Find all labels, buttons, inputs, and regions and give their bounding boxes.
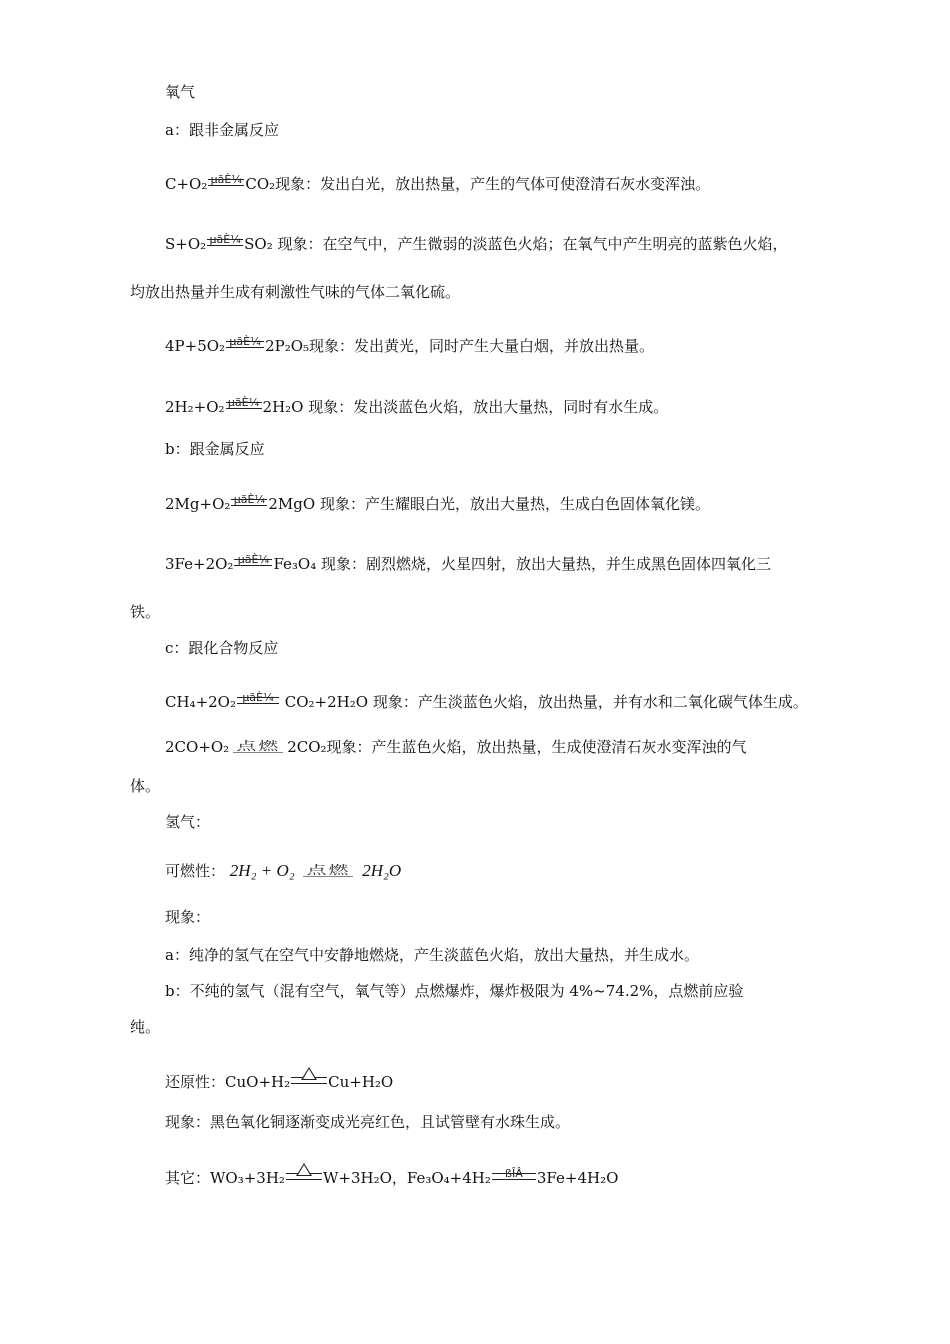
reactants: 2Mg+O₂: [165, 495, 231, 513]
reaction-h2-o2: [165, 397, 668, 417]
other-reactants-2: Fe₃O₄+4H₂: [406, 1169, 491, 1187]
condition-text: µãÈ¼: [229, 335, 261, 348]
other-label: 其它：: [165, 1169, 211, 1187]
flammability-reactants: 2H₂ + O₂: [229, 861, 295, 880]
reaction-fe-o2-continued: 铁。: [130, 603, 161, 621]
condition-text: µãÈ¼: [233, 493, 266, 506]
heat-condition-mark: [291, 1072, 327, 1092]
reaction-condition-mark: [492, 1168, 536, 1188]
reaction-co-o2: [165, 735, 747, 757]
reaction-c-o2: [165, 174, 710, 194]
flammability-products: 2H₂O: [362, 861, 402, 880]
condition-text: ßÎÂ: [505, 1167, 523, 1180]
reaction-condition-mark: [237, 692, 279, 712]
reactants: CH₄+2O₂: [165, 693, 236, 711]
reaction-co-o2-continued: 体。: [130, 777, 161, 795]
reaction-condition-mark: [231, 494, 267, 514]
products: 2H₂O: [262, 398, 304, 416]
compound-heading: c：跟化合物反应: [165, 639, 279, 657]
products: SO₂: [244, 235, 273, 253]
phenomenon-text: 现象：发出白光，放出热量，产生的气体可使澄清石灰水变浑浊。: [275, 175, 711, 193]
heat-triangle-icon: [301, 1067, 317, 1080]
condition-text: µãÈ¼: [210, 173, 243, 186]
phenomenon-b-continued: 纯。: [130, 1018, 161, 1036]
phenomenon-text: 现象：产生耀眼白光，放出大量热，生成白色固体氧化镁。: [315, 495, 710, 513]
reducing-label: 还原性：: [165, 1073, 226, 1091]
reaction-condition-mark: [208, 174, 244, 194]
phenomenon-text: 现象：发出黄光，同时产生大量白烟，并放出热量。: [309, 337, 655, 355]
reaction-fe-o2: [165, 554, 771, 574]
heat-condition-mark: [286, 1168, 322, 1188]
other-products-2: 3Fe+4H₂O: [536, 1169, 619, 1187]
flammability-line: [165, 859, 401, 881]
ignite-label-image: 点燃: [233, 740, 283, 753]
condition-text: µãÈ¼: [227, 396, 260, 409]
condition-text: µãÈ¼: [242, 691, 274, 704]
nonmetal-heading: a：跟非金属反应: [165, 121, 279, 139]
phenomenon-b: b：不纯的氢气（混有空气，氧气等）点燃爆炸，爆炸极限为 4%~74.2%，点燃前应验: [165, 982, 744, 1000]
reactants: 2H₂+O₂: [165, 398, 225, 416]
hydrogen-heading: 氢气：: [165, 813, 211, 831]
other-reactions-line: [165, 1168, 618, 1188]
phenomenon-text: 现象：剧烈燃烧，火星四射，放出大量热，并生成黑色固体四氧化三: [316, 555, 772, 573]
reaction-condition-mark: [234, 554, 272, 574]
reducing-line: [165, 1072, 393, 1092]
heat-triangle-icon: [296, 1163, 312, 1176]
products: CO₂+2H₂O: [280, 693, 369, 711]
reducing-phenomenon: 现象：黑色氧化铜逐渐变成光亮红色，且试管壁有水珠生成。: [165, 1113, 571, 1131]
reaction-condition-mark: [226, 336, 264, 356]
reaction-s-o2-continued: 均放出热量并生成有刺激性气味的气体二氧化硫。: [130, 283, 461, 301]
reaction-condition-mark: [207, 234, 243, 254]
phenomenon-text: 现象：发出淡蓝色火焰，放出大量热，同时有水生成。: [303, 398, 669, 416]
reactants: S+O₂: [165, 235, 207, 253]
reactants: 2CO+O₂: [165, 738, 230, 756]
ignite-label-image: 点燃: [303, 864, 353, 877]
reaction-ch4-o2: [165, 692, 808, 712]
reactants: C+O₂: [165, 175, 208, 193]
reducing-products: Cu+H₂O: [328, 1073, 394, 1091]
phenomenon-text: 现象：在空气中，产生微弱的淡蓝色火焰；在氧气中产生明亮的蓝紫色火焰，: [272, 235, 788, 253]
oxygen-heading: 氧气: [165, 83, 196, 101]
reaction-s-o2: [165, 234, 788, 254]
phenomenon-text: 现象：产生淡蓝色火焰，放出热量，并有水和二氧化碳气体生成。: [368, 693, 808, 711]
products: Fe₃O₄: [273, 555, 317, 573]
reaction-p-o2: [165, 336, 654, 356]
other-reactants-1: WO₃+3H₂: [210, 1169, 285, 1187]
products: CO₂: [245, 175, 276, 193]
flammability-label: 可燃性：: [165, 862, 226, 880]
phenomenon-label: 现象：: [165, 908, 211, 926]
reducing-reactants: CuO+H₂: [225, 1073, 291, 1091]
reactants: 4P+5O₂: [165, 337, 226, 355]
products: 2MgO: [268, 495, 316, 513]
products: 2P₂O₅: [265, 337, 310, 355]
condition-text: µãÈ¼: [237, 553, 270, 566]
condition-text: µãÈ¼: [209, 233, 241, 246]
products: 2CO₂: [287, 738, 327, 756]
reaction-mg-o2: [165, 494, 710, 514]
reaction-condition-mark: [226, 397, 262, 417]
metal-heading: b：跟金属反应: [165, 440, 265, 458]
other-products-1: W+3H₂O，: [322, 1169, 407, 1187]
phenomenon-a: a：纯净的氢气在空气中安静地燃烧，产生淡蓝色火焰，放出大量热，并生成水。: [165, 946, 699, 964]
phenomenon-text: 现象：产生蓝色火焰，放出热量，生成使澄清石灰水变浑浊的气: [326, 738, 747, 756]
reactants: 3Fe+2O₂: [165, 555, 234, 573]
